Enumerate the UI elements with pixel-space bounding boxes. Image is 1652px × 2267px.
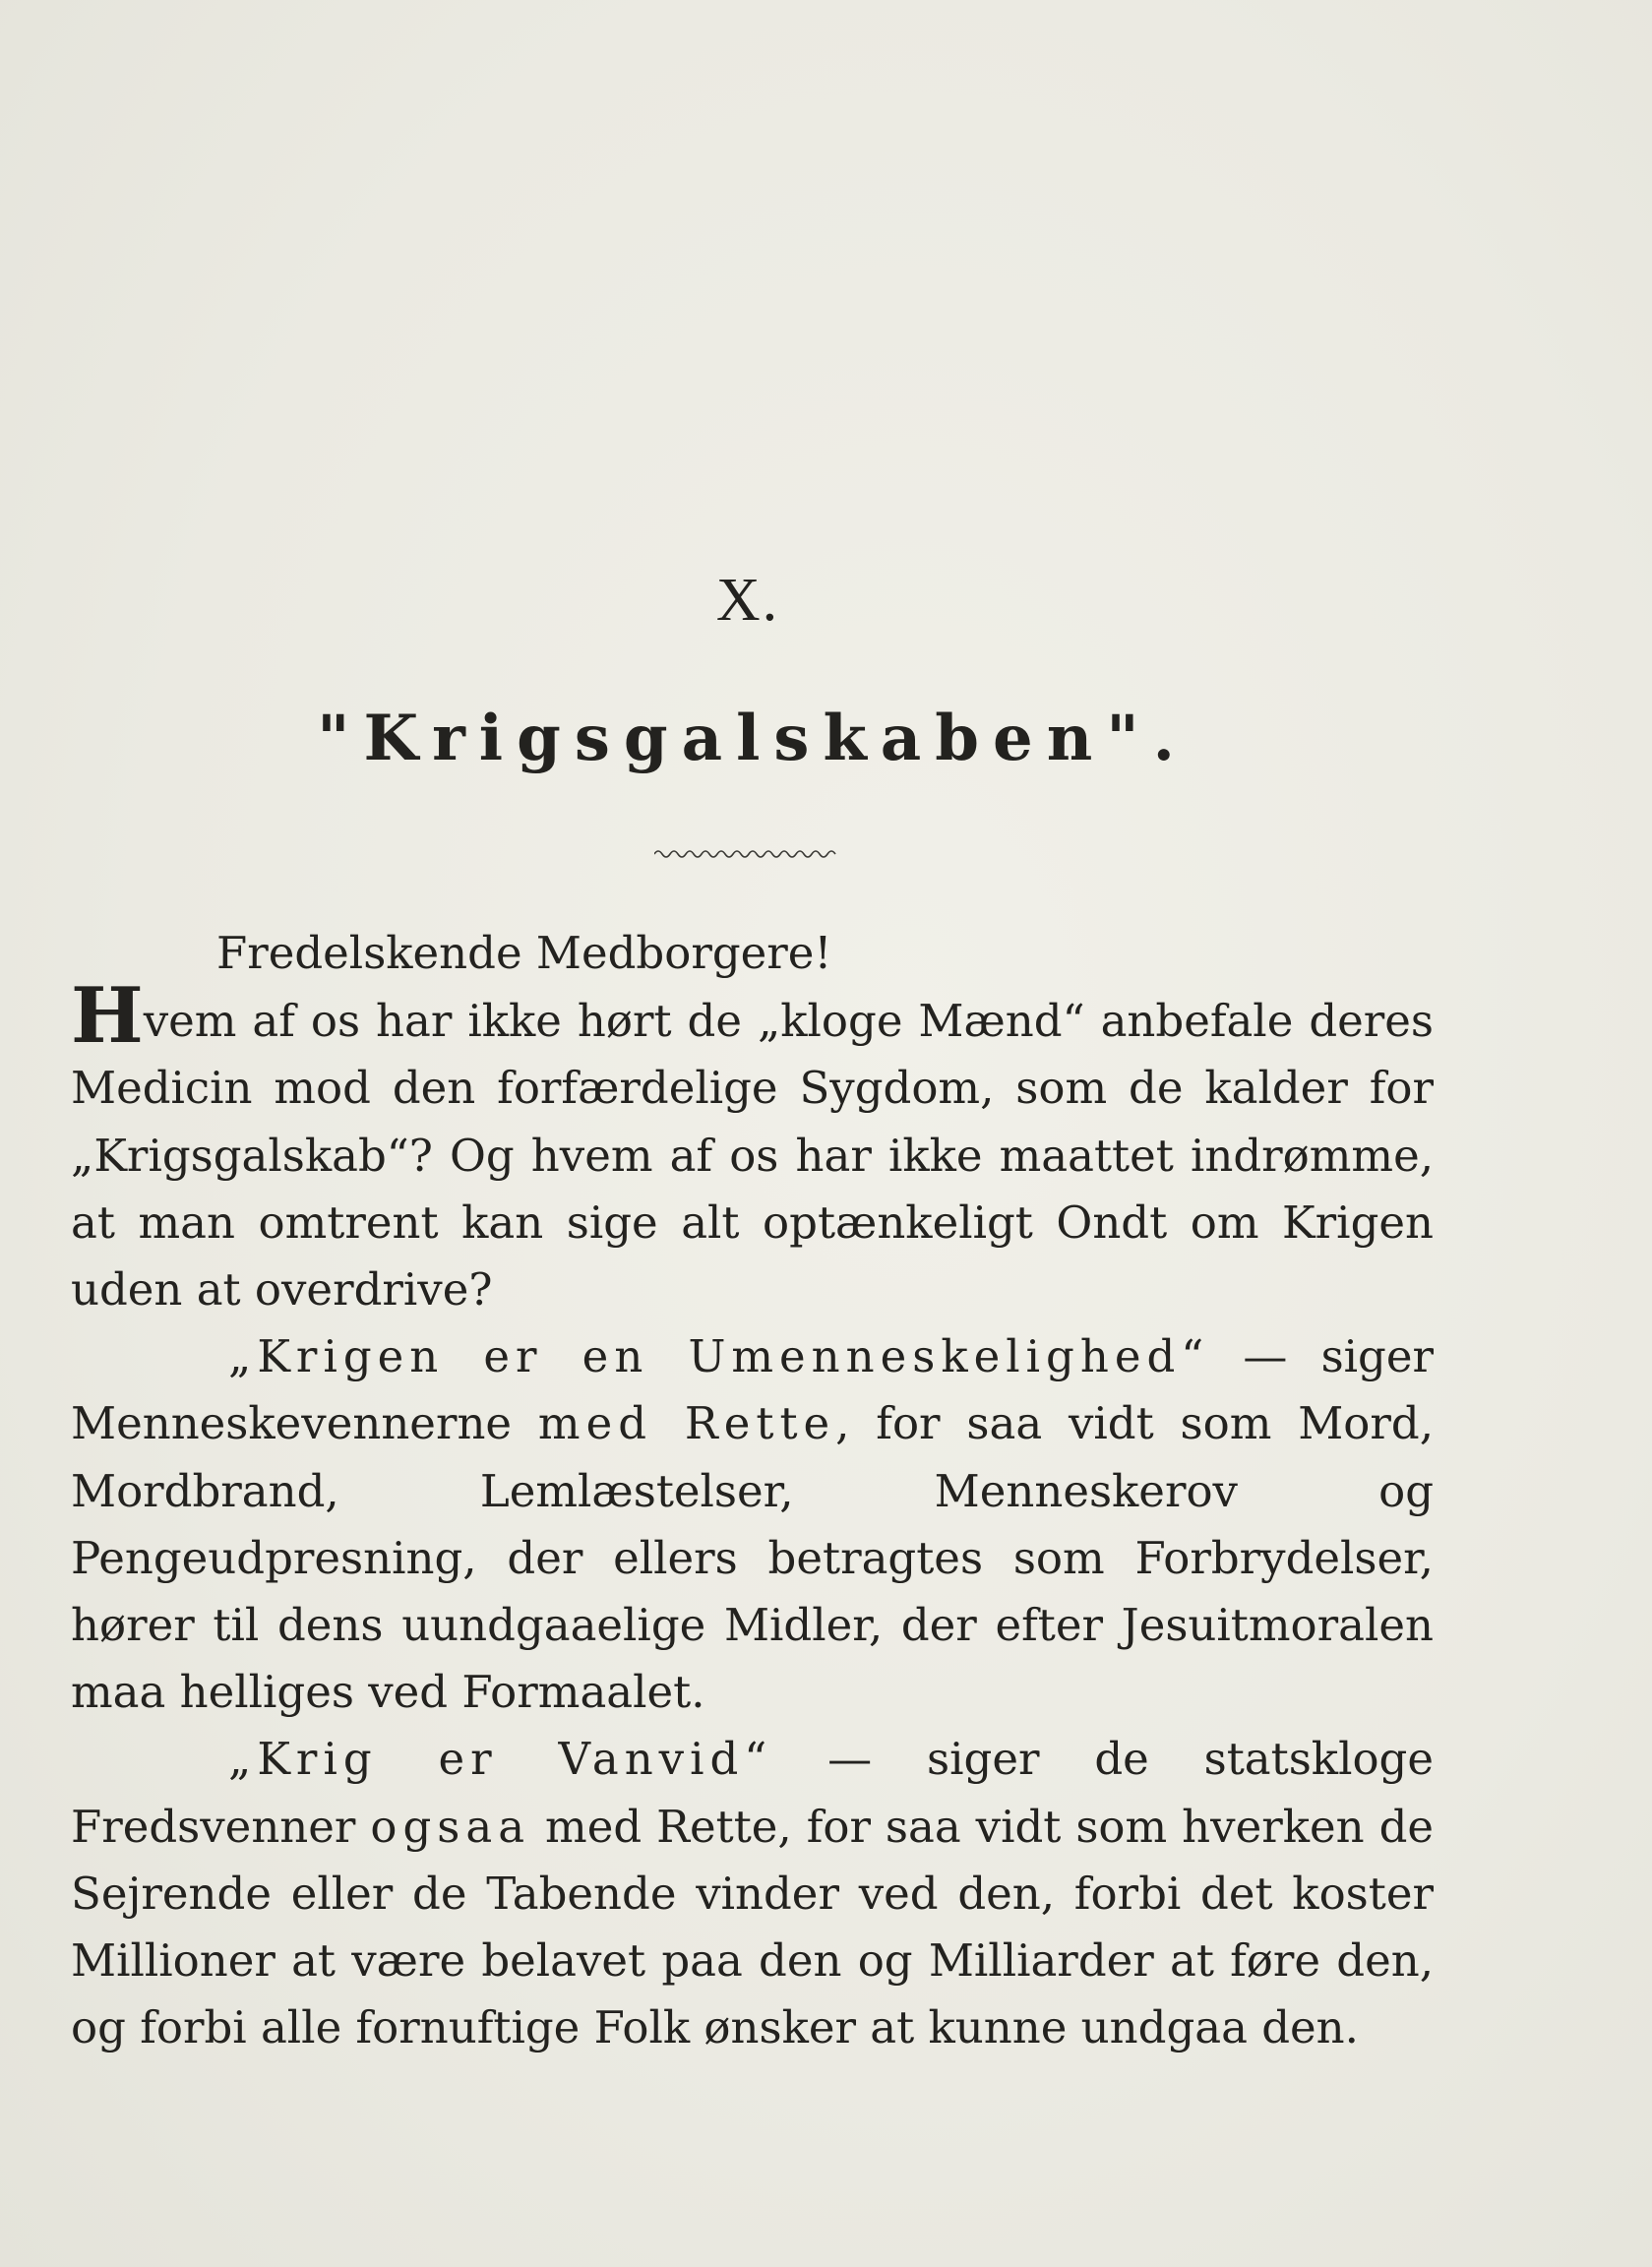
paragraph-3 (71, 1726, 1434, 2061)
paragraph-2 (71, 1323, 1434, 1726)
chapter-body (71, 920, 1434, 2061)
chapter-title: "Krigsgalskaben". (317, 702, 1189, 775)
chapter-number: X. (715, 567, 780, 634)
paragraph-3-emphasis: ogsaa (370, 1800, 531, 1853)
ornamental-divider (654, 848, 841, 860)
paragraph-1 (71, 971, 1434, 1323)
paragraph-2-attribution: — siger Menneskevennerne (71, 1330, 1435, 1450)
paragraph-1-text: vem af os har ikke hørt de „kloge Mænd“ anbefale deres Medicin mod den forfærdelige Sygdom, som de kalder for „Krigsgalskab“? Og hvem af os har ikke maattet indrømme, at man omtrent kan sige alt optænkeligt Ondt om Krigen uden at overdrive? (71, 995, 1434, 1317)
paragraph-2-emphasis: med Rette (537, 1397, 836, 1450)
paragraph-3-attribution: — siger de statskloge Fredsvenner (71, 1733, 1434, 1853)
paragraph-2-text: , for saa vidt som Mord, Mordbrand, Lemlæstelser, Menneskerov og Pengeudpresning, der ellers betragtes som Forbrydelser, hører til dens uundgaaelige Midler, der efter Jesuitmoralen maa helliges ved Formaalet. (71, 1397, 1435, 1719)
paragraph-3-quote: „Krig er Vanvid“ (228, 1733, 773, 1786)
salutation: Fredelskende Medborgere! (216, 927, 832, 979)
paragraph-3-text: med Rette, for saa vidt som hverken de Sejrende eller de Tabende vinder ved den, forbi det koster Millioner at være belavet paa den og Milliarder at føre den, og forbi alle fornuftige Folk ønsker at kunne undgaa den. (71, 1800, 1435, 2054)
paragraph-2-quote: „Krigen er en Umenneskelighed“ (228, 1330, 1210, 1383)
initial-letter: H (71, 971, 144, 1062)
